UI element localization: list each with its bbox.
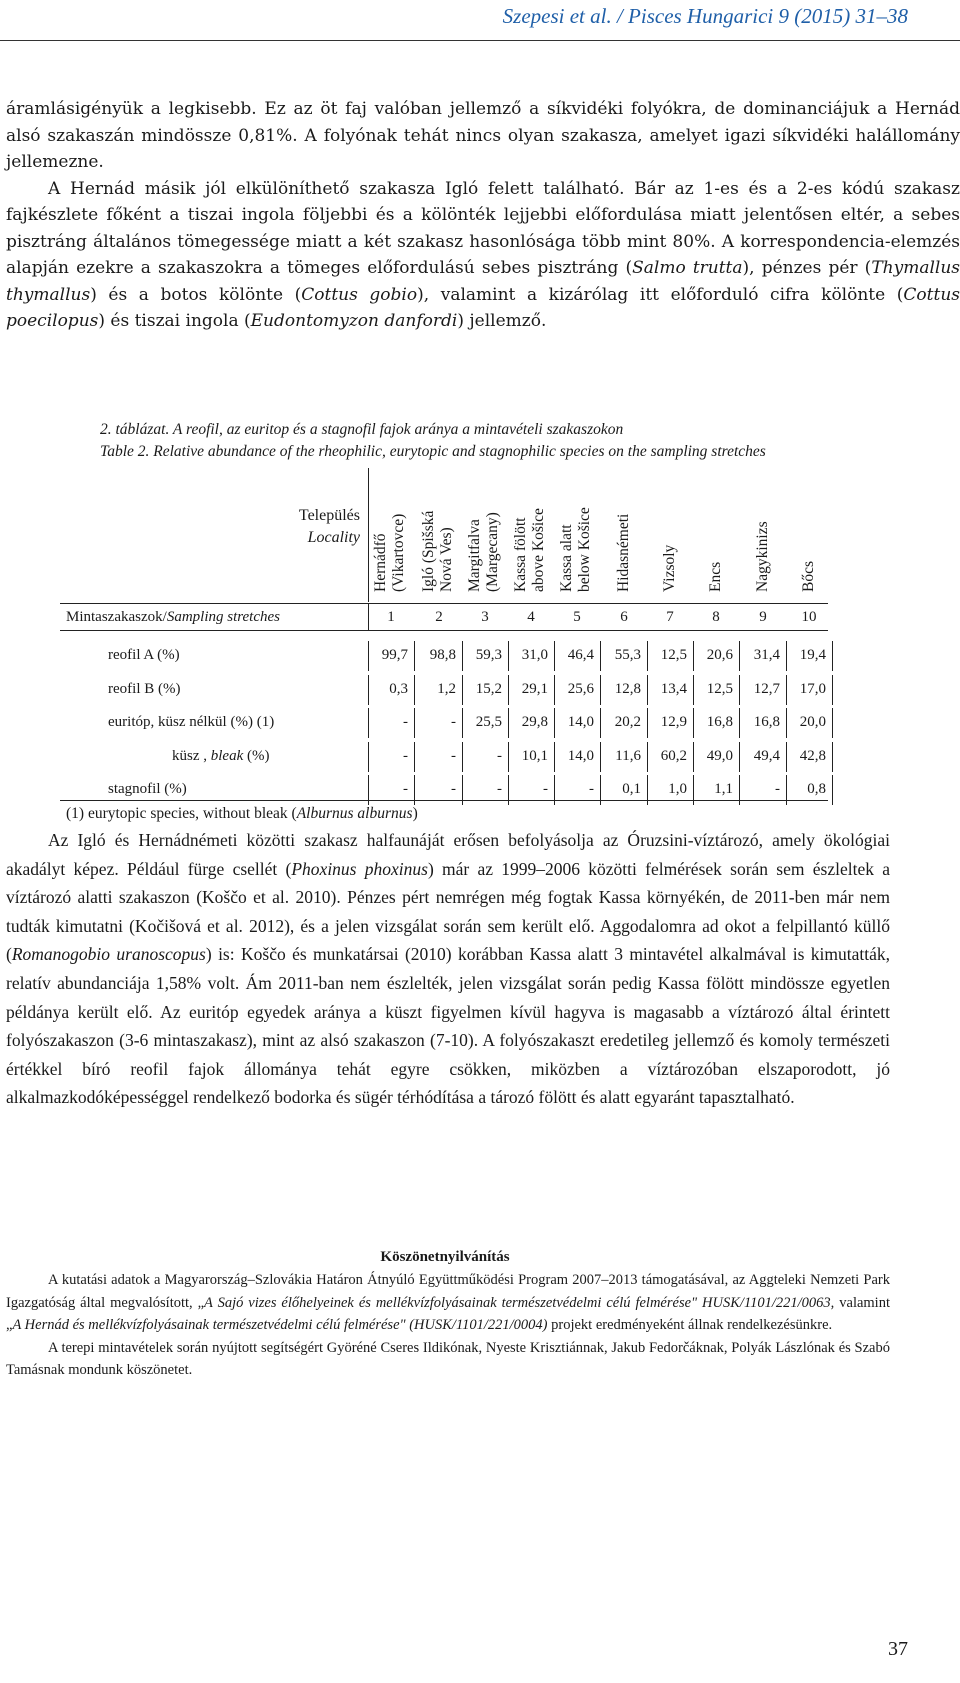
stretch-number: 9: [759, 609, 767, 625]
table-cell: 1,2: [437, 681, 456, 697]
table-cell: 59,3: [475, 647, 502, 663]
table-cell: 42,8: [799, 748, 826, 764]
table-cell: 49,4: [753, 748, 780, 764]
table-cell: 1,1: [714, 781, 733, 797]
table-cell: 20,6: [706, 647, 733, 663]
table-cell: 0,8: [807, 781, 826, 797]
stretch-number: 7: [666, 609, 674, 625]
caption-en: Table 2. Relative abundance of the rheophilic, eurytopic and stagnophilic species on the sampling stretches: [100, 443, 766, 460]
table-cell: -: [497, 748, 502, 764]
table-cell: 31,4: [753, 647, 780, 663]
table-cell: 15,2: [475, 681, 502, 697]
table-cell: -: [451, 748, 456, 764]
table-cell: -: [497, 781, 502, 797]
table-cell: 25,6: [567, 681, 594, 697]
row-label: küsz , bleak (%): [172, 748, 270, 764]
header-vertical-rule: [368, 468, 369, 602]
stretch-number: 1: [387, 609, 395, 625]
table-cell: 12,8: [614, 681, 641, 697]
column-header: Nagykinizs: [754, 521, 771, 592]
table-cell: 31,0: [521, 647, 548, 663]
intro-paragraph-1: áramlásigényük a legkisebb. Ez az öt faj valóban jellemző a síkvidéki folyókra, de dominanciájuk a Hernád alsó szakaszán mindössze 0,81%. A folyónak tehát nincs olyan szakasza, amelyet igazi síkvidéki halállomány jellemezne.: [6, 99, 960, 172]
column-header: Vizsoly: [661, 544, 678, 592]
table-cell: 16,8: [753, 714, 780, 730]
running-head: Szepesi et al. / Pisces Hungarici 9 (2015) 31–38: [502, 4, 908, 28]
cell-divider: [832, 775, 833, 805]
table-cell: 16,8: [706, 714, 733, 730]
row-label: euritóp, küsz nélkül (%) (1): [108, 714, 275, 730]
table-cell: 29,8: [521, 714, 548, 730]
table-cell: 49,0: [706, 748, 733, 764]
stretch-number: 4: [527, 609, 535, 625]
ack-paragraph-1: A kutatási adatok a Magyarország–Szlovákia Határon Átnyúló Együttműködési Program 2007–2013 támogatásával, az Aggteleki Nemzeti Park Igazgatóság által megvalósított, „A Sajó vizes élőhelyeinek és mellékvízfolyásainak természetvédelmi célú felmérése" HUSK/1101/221/0063, valamint „A Hernád és mellékvízfolyásainak természetvédelmi célú felmérése" (HUSK/1101/221/0004) projekt eredményeként állnak rendelkezésünkre.: [6, 1272, 890, 1334]
ack-paragraph-2: A terepi mintavételek során nyújtott segítségért Györéné Cseres Ildikónak, Nyeste Krisztiánnak, Jakub Fedorčáknak, Polyák Lászlónak és Szabó Tamásnak mondunk köszönetet.: [6, 1339, 890, 1379]
table-cell: -: [451, 714, 456, 730]
table-cell: 55,3: [614, 647, 641, 663]
acknowledgements-title: Köszönetnyilvánítás: [380, 1249, 510, 1265]
header-divider: [0, 40, 960, 41]
table-cell: 25,5: [475, 714, 502, 730]
table-cell: 60,2: [660, 748, 687, 764]
column-headers: [0, 468, 960, 598]
stretch-number: 8: [712, 609, 720, 625]
table-cell: 46,4: [567, 647, 594, 663]
table-cell: 17,0: [799, 681, 826, 697]
cell-divider: [832, 742, 833, 772]
acknowledgements-text: [6, 1269, 890, 1382]
caption-hu: 2. táblázat. A reofil, az euritop és a stagnofil fajok aránya a mintavételi szakaszokon: [100, 421, 624, 438]
table-cell: 29,1: [521, 681, 548, 697]
locality-label: Település Locality: [298, 507, 360, 546]
table-cell: 14,0: [567, 714, 594, 730]
table-cell: -: [543, 781, 548, 797]
table-cell: -: [403, 781, 408, 797]
column-header: Hidasnémeti: [615, 513, 632, 592]
row-label: reofil B (%): [108, 681, 181, 697]
discussion-paragraph: Az Igló és Hernádnémeti közötti szakasz halfaunáját erősen befolyásolja az Óruzsini-víztározó, amely ökológiai akadályt képez. Például fürge csellét (Phoxinus phoxinus) már az 1999–2006 közötti felmérések során sem észleltek a víztározó alatti szakaszon (Koščo et al. 2010). Pénzes pért nemrégen még fogtak Kassa környékén, de 2011-ben már nem tudták kimutatni (Kočišová et al. 2012), és a jelen vizsgálat során sem került elő. Aggodalomra ad okot a felpillantó küllő (Romanogobio uranoscopus) is: Koščo és munkatársai (2010) korábban Kassa alatt 3 mintavétel alkalmával is kimutatták, relatív abundanciája 1,58% volt. Ám 2011-ban nem észlelték, jelen vizsgálat során pedig Kassa fölött mindössze egyetlen példánya került elő. Az euritóp egyedek aránya a küszt figyelmen kívül hagyva is magasabb a víztározó által érintett folyószakaszon (3-6 mintaszakasz), mint az alsó szakaszon (7-10). A folyószakaszt eredetileg jellemző és komoly természeti értékkel bíró reofil fajok állománya tehát egyre csökken, miközben a víztározóban elszaporodott, jó alkalmazkodóképességgel rendelkező bodorka és sügér térhódítása a tározó fölött és alatt egyaránt tapasztalható.: [6, 830, 891, 1108]
table-cell: 12,9: [660, 714, 687, 730]
discussion-text: [6, 826, 890, 1112]
column-header: Kassa alatt below Košice: [558, 507, 593, 592]
table-cell: 14,0: [567, 748, 594, 764]
column-header: Kassa fölött above Košice: [512, 508, 547, 592]
stretch-number: 5: [573, 609, 581, 625]
stretch-number: 10: [801, 609, 817, 625]
table-cell: -: [589, 781, 594, 797]
cell-divider: [832, 708, 833, 738]
table-cell: -: [403, 714, 408, 730]
table-cell: 1,0: [668, 781, 687, 797]
stretch-rule: [60, 630, 828, 631]
table-cell: 12,7: [753, 681, 780, 697]
column-header: Hernádfő (Vikartovce): [372, 513, 407, 592]
column-header: Margitfalva (Margecany): [466, 512, 501, 592]
header-rule: [60, 603, 828, 604]
cell-divider: [832, 675, 833, 705]
table-bottom-rule: [60, 800, 828, 801]
table-cell: 12,5: [706, 681, 733, 697]
stretch-number: 6: [620, 609, 628, 625]
table-cell: 10,1: [521, 748, 548, 764]
row-label: stagnofil (%): [108, 781, 187, 797]
row-label: reofil A (%): [108, 647, 180, 663]
table-caption: [100, 419, 960, 463]
table-cell: -: [451, 781, 456, 797]
table-footnote: (1) eurytopic species, without bleak (Alburnus alburnus): [66, 805, 418, 822]
column-header: Bőcs: [800, 561, 817, 592]
table-cell: 98,8: [429, 647, 456, 663]
intro-text: [6, 96, 960, 335]
column-header: Encs: [707, 561, 724, 592]
table-cell: 20,2: [614, 714, 641, 730]
table-cell: -: [403, 748, 408, 764]
cell-divider: [832, 641, 833, 671]
stretch-number: 2: [435, 609, 443, 625]
table-cell: 0,1: [622, 781, 641, 797]
stretch-label: Mintaszakaszok/Sampling stretches: [66, 609, 280, 625]
column-header: Igló (Spišská Nová Ves): [420, 510, 455, 592]
table-cell: 99,7: [381, 647, 408, 663]
intro-paragraph-2: A Hernád másik jól elkülöníthető szakasza Igló felett található. Bár az 1-es és a 2-es kódú szakasz fajkészlete főként a tiszai ingola följebbi és a kölönték lejjebbi előfordulása miatt jelentősen eltér, a sebes pisztráng általános tömegessége miatt a két szakasz hasonlósága több mint 80%. A korrespondencia-elemzés alapján ezekre a szakaszokra a tömeges előfordulású sebes pisztráng (Salmo trutta), pénzes pér (Thymallus thymallus) és a botos kölönte (Cottus gobio), valamint a kizárólag itt előforduló cifra kölönte (Cottus poecilopus) és tiszai ingola (Eudontomyzon danfordi) jellemző.: [6, 178, 960, 331]
page-number: 37: [888, 1638, 908, 1660]
table-cell: 12,5: [660, 647, 687, 663]
table-cell: -: [775, 781, 780, 797]
table-cell: 19,4: [799, 647, 826, 663]
stretch-number: 3: [481, 609, 489, 625]
table-cell: 0,3: [389, 681, 408, 697]
table-cell: 11,6: [615, 748, 641, 764]
table-cell: 13,4: [660, 681, 687, 697]
table-cell: 20,0: [799, 714, 826, 730]
